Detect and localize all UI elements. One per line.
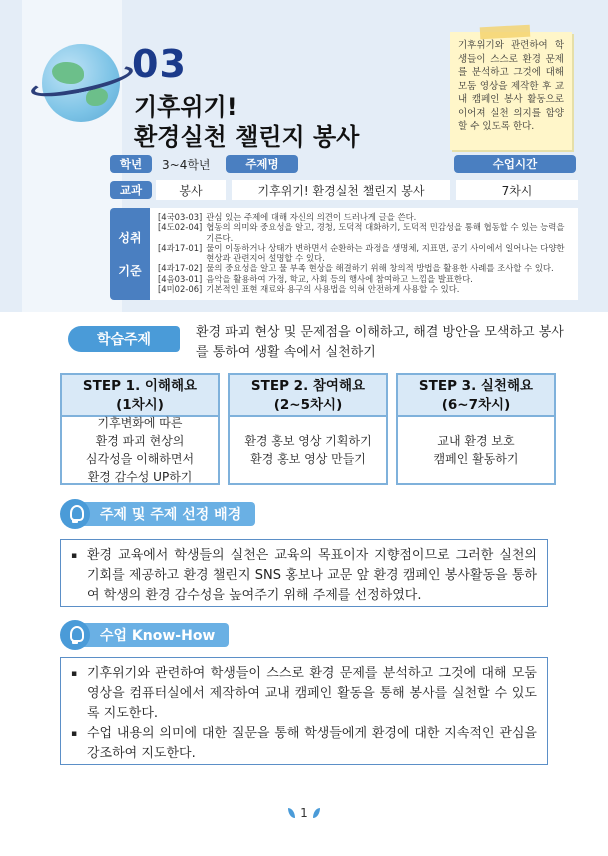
theme-label: 주제명 [226,155,298,173]
page-number [284,806,324,820]
step-body: 환경 홍보 영상 기획하기 환경 홍보 영상 만들기 [244,434,372,466]
leaf-icon [313,808,320,818]
step-period: (6~7차시) [441,397,511,413]
step-period: (1차시) [116,397,164,413]
step-period: (2~5차시) [273,397,343,413]
standards-label-2: 기준 [118,264,142,278]
standard-item: [4음03-01] 음악을 활용하여 가정, 학교, 사회 등의 행사에 참여하고 느낌을 발표한다. [158,273,473,284]
list-item: ▪ 수업 내용의 의미에 대한 질문을 통해 학생들에게 환경에 대한 지속적인 관심을 강조하여 지도한다. [71,726,537,761]
standards-box [110,208,578,300]
knowhow-section-tag [60,620,229,650]
standard-item: [4도02-04] 협동의 의미와 중요성을 알고, 경청, 도덕적 대화하기, 도덕적 민감성을 통해 협동할 수 있는 능력을 기른다. [158,222,565,243]
hours-label: 수업시간 [454,155,576,173]
page-title [134,92,359,152]
step-title: STEP 3. 실천해요 [418,378,534,394]
summary-note: 기후위기와 관련하여 학생들이 스스로 환경 문제를 분석하고 그것에 대해 모둠 영상을 제작한 후 교내 캠페인 봉사 활동으로 이어져 실천 의지를 함양할 수 있도록 한다. [450,32,572,150]
knowhow-section-label: 수업 Know-How [82,623,229,647]
standards-label [110,208,150,300]
title-line-2: 환경실천 챌린지 봉사 [134,123,360,151]
step-title: STEP 2. 참여해요 [250,378,366,394]
chapter-number: 03 [132,42,187,86]
subject-value: 봉사 [156,180,226,200]
step-body: 기후변화에 따른 환경 파괴 현상의 심각성을 이해하면서 환경 감수성 UP하기 [85,416,195,484]
standard-item: [4과17-02] 물의 중요성을 알고 물 부족 현상을 해결하기 위해 창의적 방법을 활용한 사례를 조사할 수 있다. [158,263,554,274]
theme-value: 기후위기! 환경실천 챌린지 봉사 [232,180,450,200]
step-2-card [228,373,388,485]
leaf-icon [288,808,295,818]
page-number-text: 1 [300,806,308,820]
lightbulb-icon [60,499,90,529]
step-3-card [396,373,556,485]
standards-list [150,208,578,300]
background-box [60,539,548,607]
background-section-tag [60,499,255,529]
lightbulb-icon [60,620,90,650]
subject-label: 교과 [110,181,152,199]
knowhow-box [60,657,548,765]
info-row-subject [110,180,578,200]
info-row-grade [110,154,576,174]
step-header [398,375,554,417]
grade-value: 3~4학년 [162,157,211,172]
standard-item: [4미02-06] 기본적인 표현 재료와 용구의 사용법을 익혀 안전하게 사용할 수 있다. [158,284,460,295]
hours-value: 7차시 [456,180,578,200]
list-item: ▪ 환경 교육에서 학생들의 실천은 교육의 목표이자 지향점이므로 그러한 실천의 기회를 제공하고 환경 챌린지 SNS 홍보나 교문 앞 환경 캠페인 봉사활동을 통하여 학생의 환경 감수성을 높여주기 위해 주제를 선정하였다. [71,548,537,603]
step-header [62,375,218,417]
step-header [230,375,386,417]
topic-text: 환경 파괴 현상 및 문제점을 이해하고, 해결 방안을 모색하고 봉사를 통하여 생활 속에서 실천하기 [196,325,564,360]
title-line-1: 기후위기! [134,93,238,121]
background-section-label: 주제 및 주제 선정 배경 [82,502,255,526]
grade-label: 학년 [110,155,152,173]
standards-label-1: 성취 [118,231,142,245]
standard-item: [4과17-01] 물이 이동하거나 상태가 변하면서 순환하는 과정을 생명체, 지표면, 공기 사이에서 일어나는 다양한 현상과 관련지어 설명할 수 있다. [158,242,565,264]
step-body: 교내 환경 보호 캠페인 활동하기 [433,434,519,466]
step-1-card [60,373,220,485]
step-title: STEP 1. 이해해요 [82,378,198,394]
topic-label: 학습주제 [68,326,180,352]
list-item: ▪ 기후위기와 관련하여 학생들이 스스로 환경 문제를 분석하고 그것에 대해 모둠 영상을 컴퓨터실에서 제작하여 교내 캠페인 활동을 통해 봉사를 실천할 수 있도록 지도한다. [71,666,537,721]
standard-item: [4국03-03] 관심 있는 주제에 대해 자신의 의견이 드러나게 글을 쓴다. [158,212,417,222]
